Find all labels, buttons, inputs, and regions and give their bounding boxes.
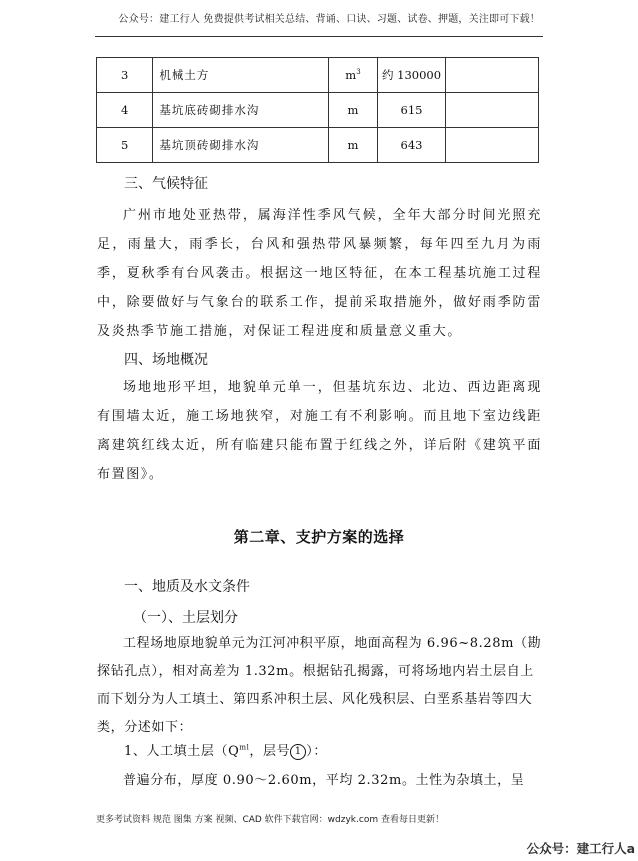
fill-layer-prefix: 1、人工填土层（Q <box>124 744 240 759</box>
geology-heading: 一、地质及水文条件 <box>124 579 250 595</box>
unit-base: m <box>345 68 357 82</box>
header-note: 公众号：建工行人 免费提供考试相关总结、背诵、口诀、习题、试卷、押题，关注即可下载！ <box>118 14 540 25</box>
row-unit <box>329 93 378 128</box>
row-remark <box>446 128 539 163</box>
footer-note: 更多考试资料 规范 图集 方案 视频、CAD 软件下载官网：wdzyk.com 查看每日更新！ <box>96 815 444 825</box>
table-row <box>97 93 539 128</box>
site-heading: 四、场地概况 <box>124 352 208 368</box>
unit-superscript: 3 <box>356 68 361 77</box>
fill-layer-item <box>124 740 569 760</box>
soil-layer-paragraph: 工程场地原地貌单元为江河冲积平原，地面高程为 6.96~8.28m（勘探钻孔点），相对高差为 1.32m。根据钻孔揭露，可将场地内岩土层自上而下划分为人工填土、第四系冲积土层、风化残积层、白垩系基岩等四大类，分述如下： <box>97 636 542 735</box>
soil-layer-subheading: （一）、土层划分 <box>133 610 238 626</box>
row-number: 3 <box>97 58 153 93</box>
unit-base: m <box>347 138 359 152</box>
row-quantity: 615 <box>377 93 445 128</box>
row-quantity: 约 130000 <box>377 58 445 93</box>
chapter-title: 第二章、支护方案的选择 <box>233 528 405 546</box>
row-item: 机械土方 <box>153 58 329 93</box>
site-paragraph: 场地地形平坦，地貌单元单一，但基坑东边、北边、西边距离现有围墙太近，施工场地狭窄，对施工有不利影响。而且地下室边线距离建筑红线太近，所有临建只能布置于红线之外，详后附《建筑平面布置图》。 <box>97 380 542 482</box>
row-number: 4 <box>97 93 153 128</box>
climate-heading: 三、气候特征 <box>124 176 208 192</box>
unit-base: m <box>347 103 359 117</box>
quantity-table <box>96 57 539 163</box>
layer-number-badge: 1 <box>290 744 306 760</box>
climate-paragraph: 广州市地处亚热带，属海洋性季风气候，全年大部分时间光照充足，雨量大，雨季长，台风和强热带风暴频繁，每年四至九月为雨季，夏秋季有台风袭击。根据这一地区特征，在本工程基坑施工过程中，除要做好与气象台的联系工作，提前采取措施外，做好雨季防雷及炎热季节施工措施，对保证工程进度和质量意义重大。 <box>97 208 542 339</box>
row-remark <box>446 58 539 93</box>
fill-layer-superscript: ml <box>239 743 250 752</box>
row-remark <box>446 93 539 128</box>
fill-layer-paragraph: 普遍分布，厚度 0.90～2.60m，平均 2.32m。土性为杂填土，呈 <box>123 773 525 788</box>
footer-brand: 公众号：建工行人a <box>526 841 635 856</box>
row-item: 基坑底砖砌排水沟 <box>153 93 329 128</box>
table-row <box>97 128 539 163</box>
row-unit <box>329 58 378 93</box>
row-item: 基坑顶砖砌排水沟 <box>153 128 329 163</box>
table-row <box>97 58 539 93</box>
row-quantity: 643 <box>377 128 445 163</box>
row-number: 5 <box>97 128 153 163</box>
fill-layer-suffix: ）： <box>306 744 327 759</box>
fill-layer-mid: ，层号 <box>249 744 291 759</box>
header-divider <box>95 36 543 37</box>
row-unit <box>329 128 378 163</box>
